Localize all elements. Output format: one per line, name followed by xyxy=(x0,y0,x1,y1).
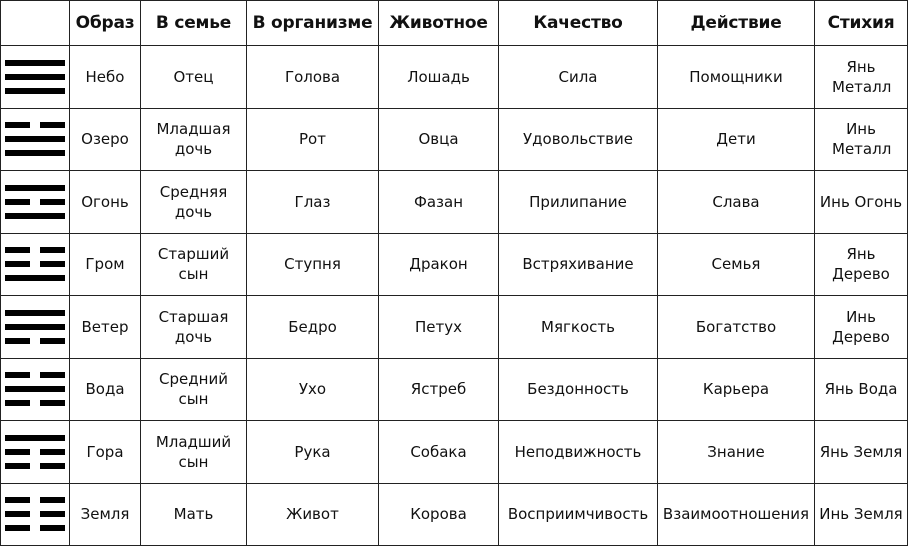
yang-line xyxy=(5,310,65,316)
action-cell: Взаимоотношения xyxy=(658,483,815,546)
trigram-water-icon xyxy=(5,369,65,409)
yang-line xyxy=(5,185,65,191)
yang-line xyxy=(5,74,65,80)
yang-line xyxy=(5,435,65,441)
image-cell: Гора xyxy=(70,421,141,484)
trigram-wind-icon xyxy=(5,307,65,347)
animal-cell: Петух xyxy=(379,296,499,359)
family-cell: Средний сын xyxy=(141,358,247,421)
header-action: Действие xyxy=(658,1,815,46)
body-cell: Рот xyxy=(247,108,379,171)
body-cell: Бедро xyxy=(247,296,379,359)
image-cell: Земля xyxy=(70,483,141,546)
header-image: Образ xyxy=(70,1,141,46)
yin-line-segment xyxy=(40,199,65,205)
yin-line-segment xyxy=(5,199,30,205)
header-family: В семье xyxy=(141,1,247,46)
table-row xyxy=(1,171,908,234)
trigram-thunder-icon xyxy=(5,244,65,284)
animal-cell: Лошадь xyxy=(379,46,499,109)
table-row xyxy=(1,233,908,296)
family-cell: Младшая дочь xyxy=(141,108,247,171)
quality-cell: Восприимчивость xyxy=(499,483,658,546)
symbol-cell xyxy=(1,108,70,171)
yang-line xyxy=(5,324,65,330)
quality-cell: Неподвижность xyxy=(499,421,658,484)
element-cell: Янь Земля xyxy=(815,421,908,484)
header-quality: Качество xyxy=(499,1,658,46)
yin-line-segment xyxy=(5,525,30,531)
image-cell: Вода xyxy=(70,358,141,421)
yang-line xyxy=(5,150,65,156)
yang-line xyxy=(5,136,65,142)
yin-line-segment xyxy=(5,497,30,503)
action-cell: Семья xyxy=(658,233,815,296)
yin-line-segment xyxy=(40,261,65,267)
table-row xyxy=(1,46,908,109)
yin-line-segment xyxy=(5,463,30,469)
animal-cell: Собака xyxy=(379,421,499,484)
symbol-cell xyxy=(1,358,70,421)
yin-line-segment xyxy=(5,338,30,344)
header-animal: Животное xyxy=(379,1,499,46)
yin-line-segment xyxy=(40,400,65,406)
yin-line-segment xyxy=(5,247,30,253)
image-cell: Гром xyxy=(70,233,141,296)
yin-line-segment xyxy=(40,122,65,128)
table-row xyxy=(1,483,908,546)
element-cell: Инь Металл xyxy=(815,108,908,171)
quality-cell: Сила xyxy=(499,46,658,109)
yin-line-segment xyxy=(5,511,30,517)
animal-cell: Ястреб xyxy=(379,358,499,421)
image-cell: Огонь xyxy=(70,171,141,234)
quality-cell: Встряхивание xyxy=(499,233,658,296)
symbol-cell xyxy=(1,296,70,359)
yang-line xyxy=(5,213,65,219)
yin-line-segment xyxy=(40,247,65,253)
symbol-cell xyxy=(1,483,70,546)
animal-cell: Фазан xyxy=(379,171,499,234)
quality-cell: Мягкость xyxy=(499,296,658,359)
family-cell: Младший сын xyxy=(141,421,247,484)
animal-cell: Дракон xyxy=(379,233,499,296)
animal-cell: Овца xyxy=(379,108,499,171)
action-cell: Карьера xyxy=(658,358,815,421)
yin-line-segment xyxy=(40,463,65,469)
yin-line-segment xyxy=(40,372,65,378)
yin-line-segment xyxy=(40,511,65,517)
yin-line-segment xyxy=(5,122,30,128)
action-cell: Богатство xyxy=(658,296,815,359)
table-row xyxy=(1,358,908,421)
symbol-cell xyxy=(1,421,70,484)
animal-cell: Корова xyxy=(379,483,499,546)
family-cell: Отец xyxy=(141,46,247,109)
body-cell: Глаз xyxy=(247,171,379,234)
action-cell: Знание xyxy=(658,421,815,484)
body-cell: Ступня xyxy=(247,233,379,296)
image-cell: Озеро xyxy=(70,108,141,171)
yin-line-segment xyxy=(5,400,30,406)
header-symbol xyxy=(1,1,70,46)
image-cell: Небо xyxy=(70,46,141,109)
yin-line-segment xyxy=(40,449,65,455)
element-cell: Янь Металл xyxy=(815,46,908,109)
yin-line-segment xyxy=(40,338,65,344)
yin-line-segment xyxy=(5,449,30,455)
yang-line xyxy=(5,386,65,392)
header-element: Стихия xyxy=(815,1,908,46)
action-cell: Помощники xyxy=(658,46,815,109)
trigram-fire-icon xyxy=(5,182,65,222)
quality-cell: Прилипание xyxy=(499,171,658,234)
symbol-cell xyxy=(1,171,70,234)
element-cell: Янь Дерево xyxy=(815,233,908,296)
quality-cell: Бездонность xyxy=(499,358,658,421)
element-cell: Инь Огонь xyxy=(815,171,908,234)
family-cell: Старшая дочь xyxy=(141,296,247,359)
family-cell: Мать xyxy=(141,483,247,546)
element-cell: Инь Дерево xyxy=(815,296,908,359)
yin-line-segment xyxy=(40,525,65,531)
trigram-mountain-icon xyxy=(5,432,65,472)
table-row xyxy=(1,421,908,484)
symbol-cell xyxy=(1,233,70,296)
trigram-earth-icon xyxy=(5,494,65,534)
table-row xyxy=(1,108,908,171)
action-cell: Слава xyxy=(658,171,815,234)
element-cell: Янь Вода xyxy=(815,358,908,421)
element-cell: Инь Земля xyxy=(815,483,908,546)
image-cell: Ветер xyxy=(70,296,141,359)
table-row xyxy=(1,296,908,359)
family-cell: Старший сын xyxy=(141,233,247,296)
action-cell: Дети xyxy=(658,108,815,171)
trigram-heaven-icon xyxy=(5,57,65,97)
yin-line-segment xyxy=(5,261,30,267)
table-header-row xyxy=(1,1,908,46)
yang-line xyxy=(5,88,65,94)
yin-line-segment xyxy=(40,497,65,503)
quality-cell: Удовольствие xyxy=(499,108,658,171)
header-body: В организме xyxy=(247,1,379,46)
family-cell: Средняя дочь xyxy=(141,171,247,234)
symbol-cell xyxy=(1,46,70,109)
yin-line-segment xyxy=(5,372,30,378)
yang-line xyxy=(5,60,65,66)
body-cell: Живот xyxy=(247,483,379,546)
body-cell: Голова xyxy=(247,46,379,109)
trigram-lake-icon xyxy=(5,119,65,159)
body-cell: Ухо xyxy=(247,358,379,421)
yang-line xyxy=(5,275,65,281)
body-cell: Рука xyxy=(247,421,379,484)
